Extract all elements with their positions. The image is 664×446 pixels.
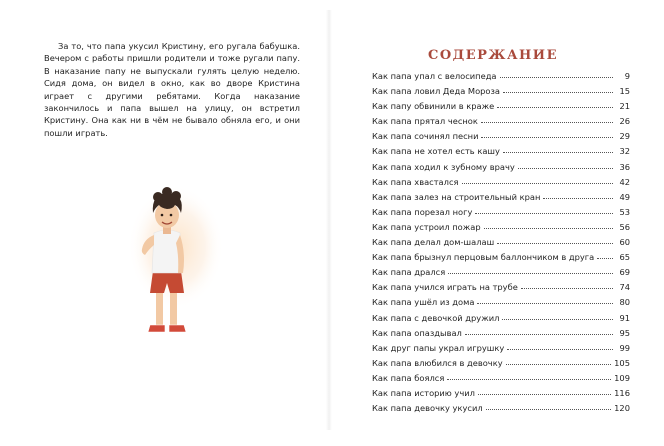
toc-entry[interactable] (372, 174, 630, 189)
toc-entry-page: 80 (619, 297, 630, 308)
toc-entry[interactable] (372, 113, 630, 128)
toc-entry-title: Как папа порезал ногу (372, 206, 473, 217)
toc-leader-dots (503, 142, 613, 153)
toc-entry-title: Как папа брызнул перцовым баллончиком в друга (372, 252, 595, 263)
toc-entry-title: Как папа сочинял песни (372, 131, 479, 142)
toc-entry[interactable] (372, 234, 630, 249)
toc-leader-dots (481, 127, 613, 138)
toc-entry-page: 74 (619, 282, 630, 293)
toc-leader-dots (477, 293, 613, 304)
toc-entry[interactable] (372, 355, 630, 370)
toc-entry-title: Как папа девочку укусил (372, 403, 483, 414)
left-eye (161, 214, 164, 217)
toc-entry-title: Как папа с девочкой дружил (372, 312, 500, 323)
toc-leader-dots (502, 309, 613, 320)
toc-entry-title: Как папа залез на строительный кран (372, 191, 541, 202)
toc-entry-page: 65 (619, 252, 630, 263)
toc-entry-title: Как папа упал с велосипеда (372, 71, 497, 81)
toc-entry-title: Как папа боялся (372, 372, 445, 383)
toc-entry[interactable] (372, 370, 630, 385)
toc-entry-page: 53 (619, 206, 630, 217)
toc-entry-page: 21 (619, 101, 630, 112)
toc-entry[interactable] (372, 189, 630, 204)
boy-illustration (124, 175, 224, 345)
story-text (44, 40, 300, 139)
toc-entry-page: 120 (614, 403, 630, 414)
toc-entry-title: Как папа делал дом-шалаш (372, 237, 495, 248)
toc-entry-title: Как папа ушёл из дома (372, 297, 475, 308)
toc-leader-dots (447, 369, 611, 380)
toc-entry-page: 95 (619, 327, 630, 338)
toc-entry-page: 109 (614, 372, 630, 383)
toc-leader-dots (448, 263, 613, 274)
right-page (334, 10, 652, 430)
toc-entry-page: 99 (619, 342, 630, 353)
toc-entry-page: 49 (619, 191, 630, 202)
toc-title: СОДЕРЖАНИЕ (427, 48, 559, 63)
toc-entry-title: Как папа опаздывал (372, 327, 462, 338)
toc-entry-page: 116 (614, 387, 630, 398)
toc-entry[interactable] (372, 310, 630, 325)
toc-entry-page: 15 (619, 86, 630, 97)
toc-entry-title: Как папа устроил пожар (372, 221, 481, 232)
toc-leader-dots (506, 354, 612, 365)
toc-entry-title: Как папа не хотел есть кашу (372, 146, 500, 157)
toc-leader-dots (597, 248, 613, 259)
toc-entry-page: 42 (619, 176, 630, 187)
toc-entry[interactable] (372, 400, 630, 415)
toc-entry[interactable] (372, 325, 630, 340)
toc-entry[interactable] (372, 98, 630, 113)
toc-entry-page: 26 (619, 116, 630, 127)
toc-entry[interactable] (372, 68, 630, 83)
toc-leader-dots (478, 384, 611, 395)
right-shoe (169, 325, 186, 332)
toc-entry-title: Как папа ловил Деда Мороза (372, 86, 500, 97)
toc-entry[interactable] (372, 340, 630, 355)
toc-entry-page: 36 (619, 161, 630, 172)
toc-entry[interactable] (372, 385, 630, 400)
toc-entry[interactable] (372, 143, 630, 158)
toc-leader-dots (484, 218, 613, 229)
toc-leader-dots (465, 324, 613, 335)
toc-entry[interactable] (372, 264, 630, 279)
book-gutter (326, 10, 332, 430)
toc-entry-page: 91 (619, 312, 630, 323)
right-eye (170, 214, 173, 217)
left-shoe (148, 325, 165, 332)
toc-leader-dots (486, 399, 612, 410)
toc-entry[interactable] (372, 294, 630, 309)
toc-entry-title: Как папу обвинили в краже (372, 101, 495, 112)
toc-entry-title: Как папа учился играть на трубе (372, 282, 518, 293)
toc-entry-title: Как папа прятал чеснок (372, 116, 478, 127)
story-paragraph: За то, что папа укусил Кристину, его ругала бабушка. Вечером с работы пришли родители и тоже ругали папу. В наказание папу не выпускали гулять целую неделю. Сидя дома, он видел в окно, как во дворе Кристина играет с другими ребятами. Когда наказание закончилось и папа вышел на улицу, он встретил Кристину. Она как ни в чём не бывало обняла его, и они пошли играть. (44, 41, 300, 138)
toc-leader-dots (497, 233, 613, 244)
toc-leader-dots (503, 82, 613, 93)
toc-entry-page: 32 (619, 146, 630, 157)
toc-entry[interactable] (372, 159, 630, 174)
toc-entry-title: Как папа хвастался (372, 176, 459, 187)
toc-entry[interactable] (372, 83, 630, 98)
toc-leader-dots (518, 158, 613, 169)
toc-leader-dots (475, 203, 613, 214)
toc-entry-page: 9 (624, 71, 630, 81)
toc-entry-title: Как папа влюбился в девочку (372, 357, 503, 368)
toc-list (372, 68, 630, 415)
toc-entry-title: Как друг папы украл игрушку (372, 342, 505, 353)
toc-entry-page: 105 (614, 357, 630, 368)
toc-entry-title: Как папа ходил к зубному врачу (372, 161, 515, 172)
toc-entry-page: 69 (619, 267, 630, 278)
left-page (6, 10, 324, 430)
toc-entry-title: Как папа историю учил (372, 387, 475, 398)
toc-leader-dots (481, 112, 613, 123)
toc-leader-dots (507, 339, 613, 350)
toc-entry[interactable] (372, 204, 630, 219)
toc-entry-page: 60 (619, 237, 630, 248)
toc-leader-dots (462, 173, 614, 184)
toc-entry[interactable] (372, 279, 630, 294)
toc-leader-dots (500, 67, 613, 78)
toc-entry[interactable] (372, 249, 630, 264)
toc-entry[interactable] (372, 219, 630, 234)
toc-entry[interactable] (372, 128, 630, 143)
toc-leader-dots (521, 278, 613, 289)
shirt (152, 230, 182, 273)
toc-entry-page: 56 (619, 221, 630, 232)
toc-entry-page: 29 (619, 131, 630, 142)
toc-leader-dots (543, 188, 613, 199)
toc-leader-dots (497, 97, 613, 108)
toc-entry-title: Как папа дрался (372, 267, 446, 278)
